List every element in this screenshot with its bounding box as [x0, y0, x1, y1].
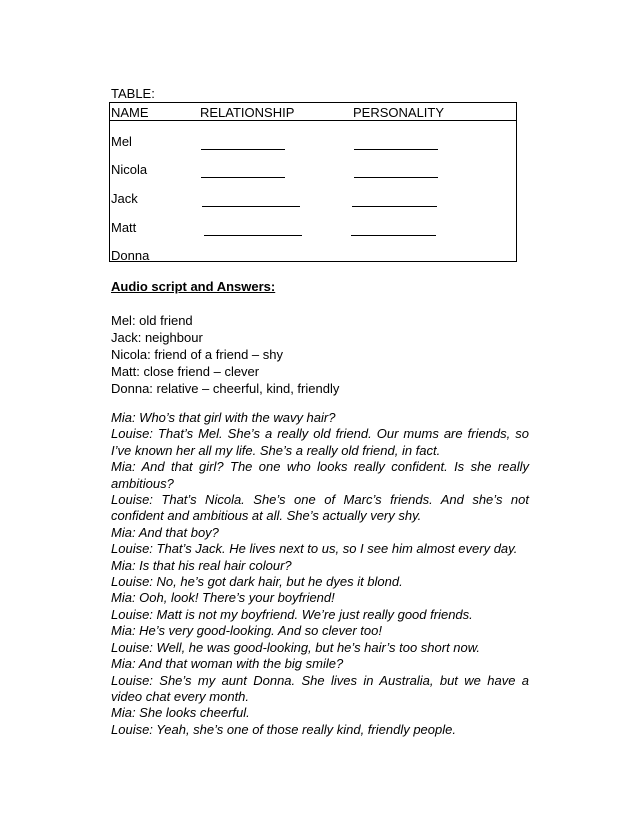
- answer-nicola: Nicola: friend of a friend – shy: [111, 347, 283, 362]
- script-line: Mia: And that boy?: [111, 524, 219, 540]
- script-line: Louise: Well, he was good-looking, but he’s hair’s too short now.: [111, 639, 481, 655]
- row-name-mel: Mel: [111, 134, 132, 149]
- header-divider: [110, 120, 516, 121]
- relationship-blank-jack: [202, 192, 300, 207]
- column-header-relationship: RELATIONSHIP: [200, 105, 295, 120]
- relationship-blank-mel: [201, 135, 285, 150]
- relationship-blank-nicola: [201, 163, 285, 178]
- audio-script: [111, 410, 529, 738]
- script-line: Mia: She looks cheerful.: [111, 705, 250, 721]
- script-line: Louise: Matt is not my boyfriend. We’re just really good friends.: [111, 606, 473, 622]
- table-caption: TABLE:: [111, 86, 155, 101]
- script-line: Mia: And that woman with the big smile?: [111, 656, 344, 672]
- script-line: Louise: That’s Nicola. She’s one of Marc’s friends. And she’s not confident and ambitious at all. She’s actually very shy.: [111, 492, 529, 524]
- script-line: Mia: And that girl? The one who looks really confident. Is she really ambitious?: [111, 459, 529, 491]
- personality-blank-matt: [351, 221, 436, 236]
- column-header-name: NAME: [111, 105, 149, 120]
- relationship-blank-donna: [206, 247, 304, 262]
- row-name-matt: Matt: [111, 220, 137, 235]
- column-header-personality: PERSONALITY: [353, 105, 445, 120]
- personality-blank-mel: [354, 135, 438, 150]
- script-line: Louise: She’s my aunt Donna. She lives in Australia, but we have a video chat every month.: [111, 672, 529, 704]
- answers-list: [111, 312, 339, 397]
- script-line: Louise: That’s Mel. She’s a really old friend. Our mums are friends, so I’ve known her all my life. She’s a really old friend, in fact.: [111, 426, 529, 458]
- script-line: Mia: Is that his real hair colour?: [111, 557, 292, 573]
- answer-matt: Matt: close friend – clever: [111, 364, 260, 379]
- script-line: Mia: Ooh, look! There’s your boyfriend!: [111, 590, 335, 606]
- personality-blank-nicola: [354, 163, 438, 178]
- row-name-jack: Jack: [111, 191, 138, 206]
- row-name-nicola: Nicola: [111, 162, 148, 177]
- relationship-blank-matt: [204, 221, 302, 236]
- script-line: Louise: That’s Jack. He lives next to us, so I see him almost every day.: [111, 541, 518, 557]
- answer-jack: Jack: neighbour: [111, 330, 203, 345]
- script-line: Louise: No, he’s got dark hair, but he dyes it blond.: [111, 574, 403, 590]
- personality-blank-donna: [350, 247, 435, 262]
- answer-donna: Donna: relative – cheerful, kind, friendly: [111, 381, 340, 396]
- answer-mel: Mel: old friend: [111, 313, 193, 328]
- personality-blank-jack: [352, 192, 437, 207]
- section-heading-audio-script: Audio script and Answers:: [111, 279, 276, 294]
- relationship-table: [109, 102, 517, 262]
- row-name-donna: Donna: [111, 248, 150, 263]
- script-line: Louise: Yeah, she’s one of those really kind, friendly people.: [111, 721, 456, 737]
- script-line: Mia: Who’s that girl with the wavy hair?: [111, 410, 336, 425]
- script-line: Mia: He’s very good-looking. And so clever too!: [111, 623, 382, 639]
